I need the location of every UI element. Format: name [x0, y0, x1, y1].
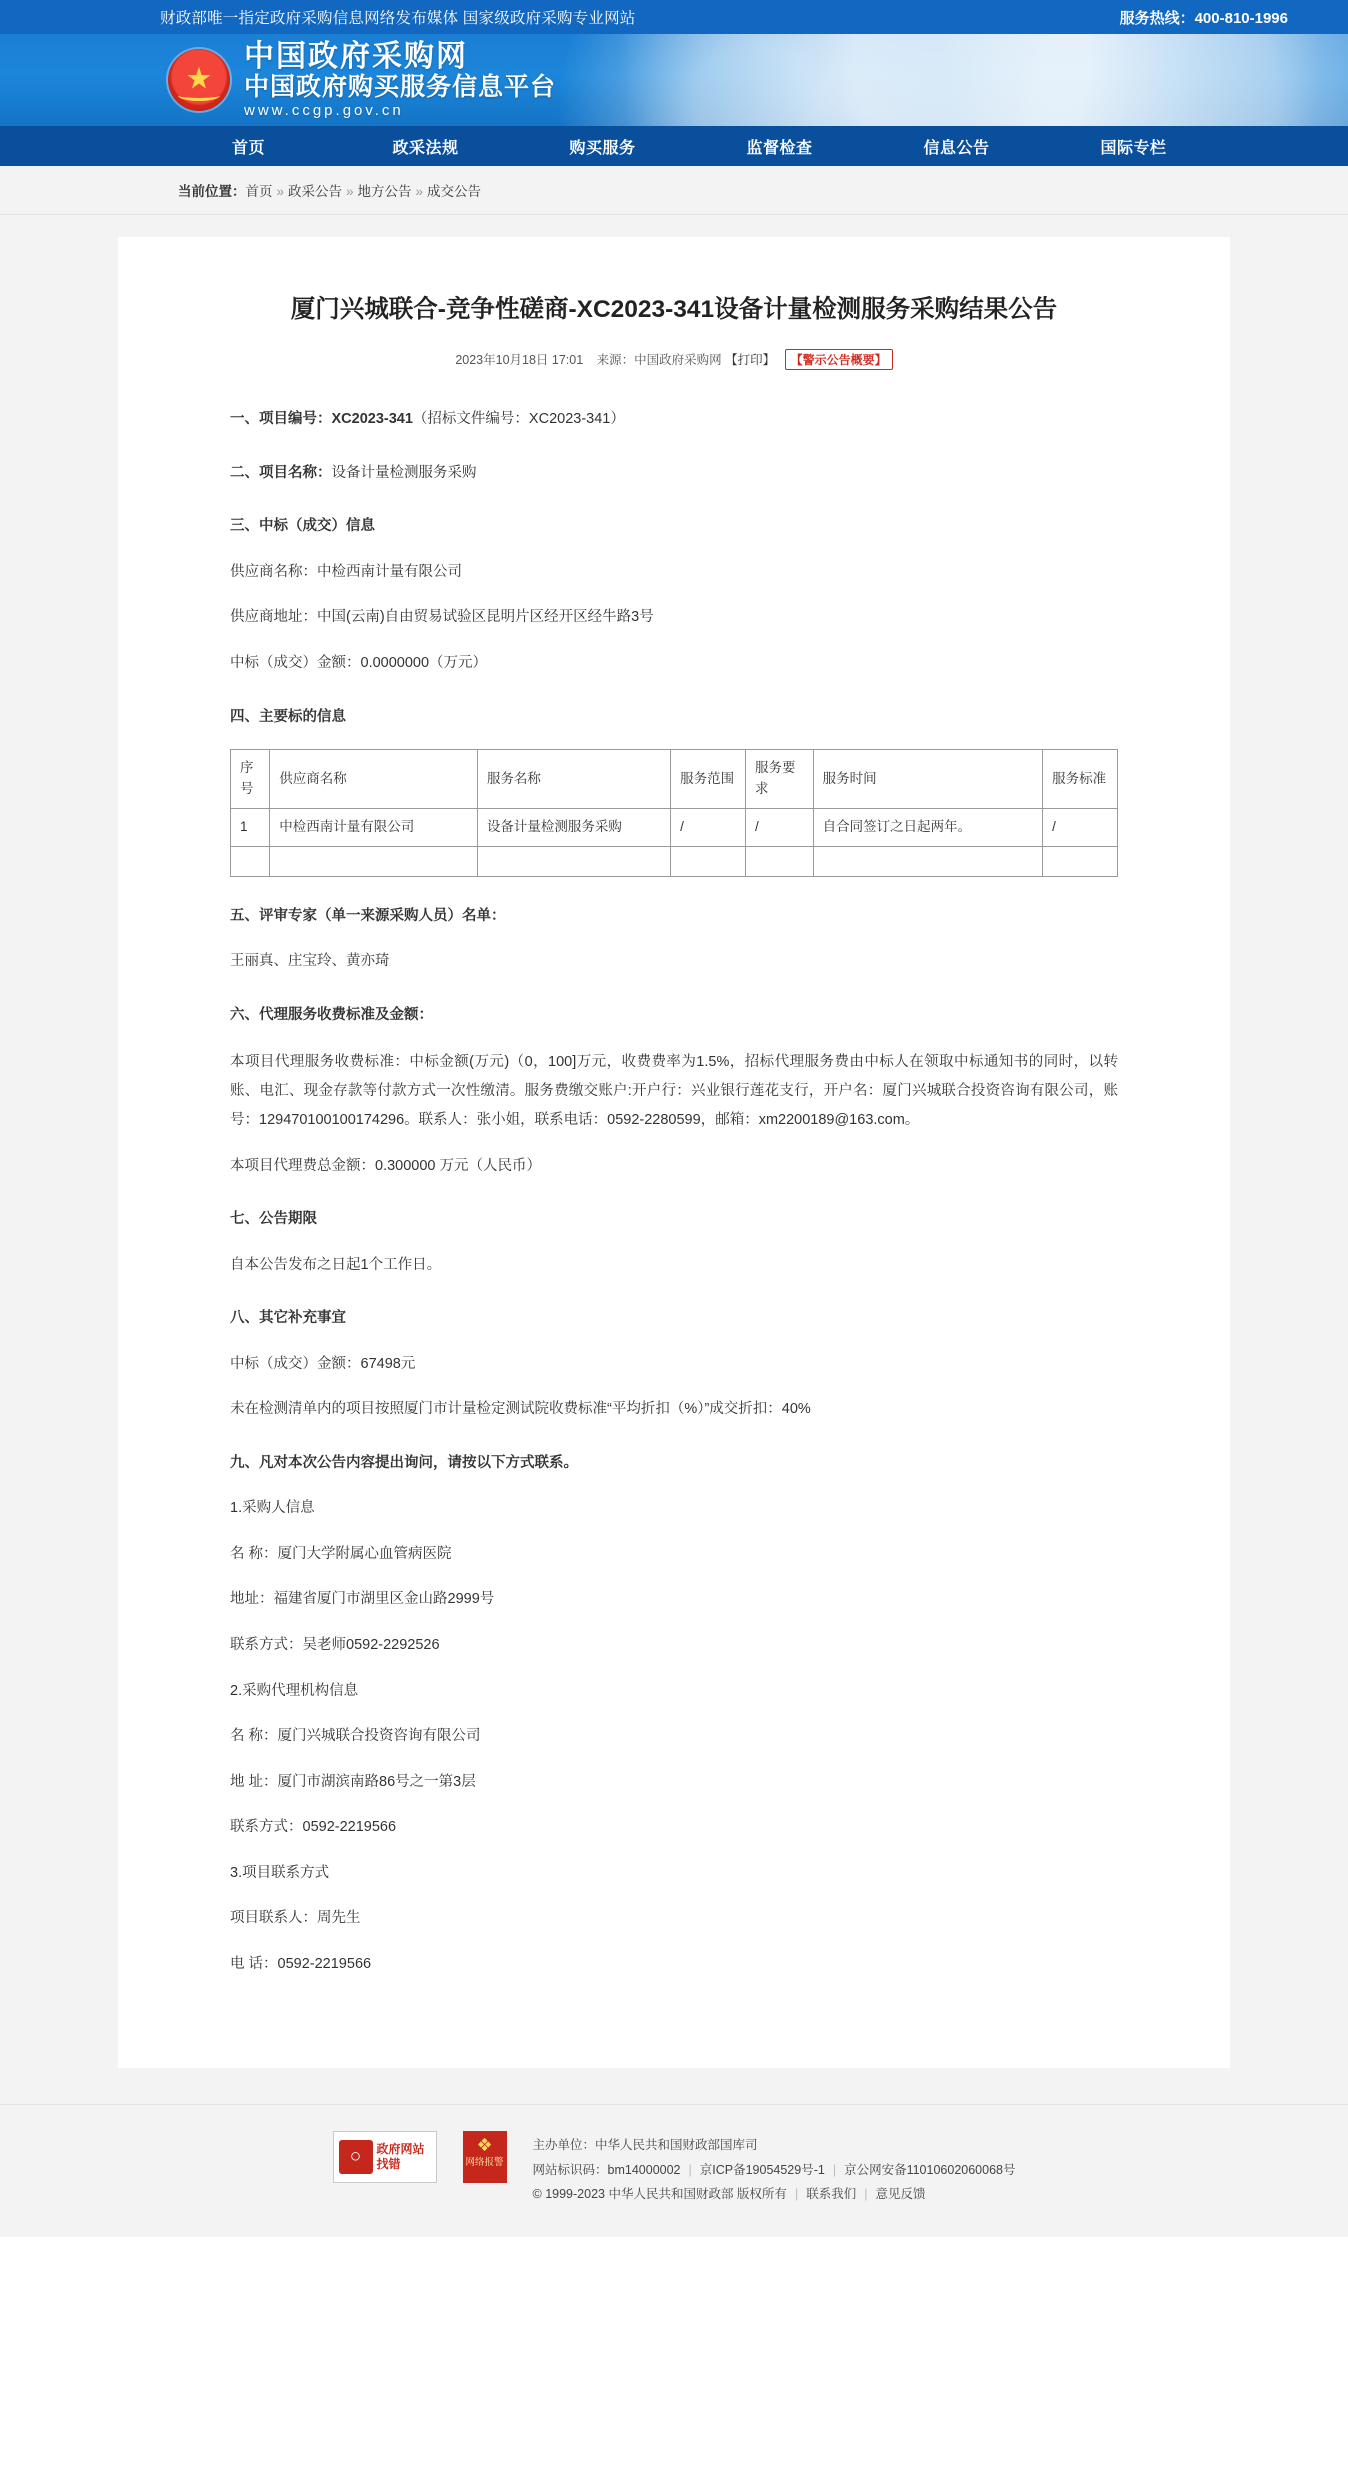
agency-address-label: 地 址：	[230, 1773, 278, 1790]
supplier-name-label: 供应商名称：	[230, 563, 317, 580]
project-contact-title: 3.项目联系方式	[230, 1864, 330, 1881]
purchaser-address-row	[230, 1586, 1118, 1614]
cell-requirement: /	[746, 808, 814, 846]
publish-date: 2023年10月18日 17:01	[455, 353, 584, 368]
nav-supervision[interactable]: 监督检查	[746, 139, 813, 157]
table-col-supplier: 供应商名称	[270, 750, 478, 809]
breadcrumb-separator-2: »	[346, 184, 354, 199]
table-header-row	[231, 750, 1118, 809]
section-7-heading: 七、公告期限	[230, 1211, 317, 1228]
table-col-time: 服务时间	[813, 750, 1042, 809]
project-contact-person-label: 项目联系人：	[230, 1910, 317, 1927]
project-contact-person-row	[230, 1905, 1118, 1933]
supplement-discount: 未在检测清单内的项目按照厦门市计量检定测试院收费标准“平均折扣（%）”成交折扣：40%	[230, 1401, 811, 1418]
breadcrumb-item-notices[interactable]: 政采公告	[288, 184, 343, 199]
notice-period: 自本公告发布之日起1个工作日。	[230, 1256, 442, 1273]
agency-contact-label: 联系方式：	[230, 1819, 303, 1836]
agency-fee-standard: 本项目代理服务收费标准：中标金额(万元)（0，100]万元，收费费率为1.5%，招标代理服务费由中标人在领取中标通知书的同时，以转账、电汇、现金存款等付款方式一次性缴清。服务费缴交账户:开户行：兴业银行莲花支行，开户名：厦门兴城联合投资咨询有限公司，账号：129470100100174296。联系人：张小姐，联系电话：0592-2280599，邮箱：xm2200189@163.com。	[230, 1053, 1118, 1128]
agency-name-value: 厦门兴城联合投资咨询有限公司	[277, 1728, 481, 1745]
footer-divider-4: |	[864, 2187, 868, 2202]
purchaser-contact-value: 吴老师0592-2292526	[302, 1637, 440, 1653]
supplier-address-row	[230, 604, 1118, 632]
source-label: 来源：中国政府采购网	[596, 353, 722, 368]
section-5-heading: 五、评审专家（单一来源采购人员）名单：	[230, 907, 506, 924]
section-8-heading: 八、其它补充事宜	[230, 1310, 346, 1327]
cell-scope	[671, 846, 746, 876]
table-col-standard: 服务标准	[1043, 750, 1118, 809]
purchaser-name-value: 厦门大学附属心血管病医院	[277, 1545, 452, 1562]
purchaser-address-value: 福建省厦门市湖里区金山路2999号	[273, 1591, 495, 1608]
shield-icon: ❖	[476, 2135, 493, 2156]
footer-copyright: © 1999-2023 中华人民共和国财政部 版权所有	[532, 2187, 787, 2202]
table-col-requirement: 服务要求	[746, 750, 814, 809]
purchaser-contact-label: 联系方式：	[230, 1637, 303, 1653]
main-subject-table	[230, 749, 1118, 877]
cell-standard	[1043, 846, 1118, 876]
breadcrumb-separator-3: »	[415, 184, 424, 199]
footer-organizer: 主办单位：中华人民共和国财政部国库司	[532, 2138, 758, 2153]
agency-address-row	[230, 1769, 1118, 1797]
breadcrumb-prefix: 当前位置：	[178, 184, 246, 199]
supplier-address-value: 中国(云南)自由贸易试验区昆明片区经开区经牛路3号	[317, 609, 654, 626]
gov-website-identify-icon[interactable]	[333, 2131, 437, 2183]
award-amount-row	[230, 650, 1118, 678]
document-meta	[188, 349, 1160, 370]
cell-time: 自合同签订之日起两年。	[813, 808, 1042, 846]
agency-name-row	[230, 1723, 1118, 1751]
supplement-amount: 中标（成交）金额：67498元	[230, 1355, 416, 1372]
site-brand[interactable]	[244, 41, 556, 119]
footer-text-block	[533, 2131, 1016, 2206]
page-body	[0, 215, 1348, 2104]
purchaser-name-label: 名 称：	[230, 1545, 278, 1562]
badge-gov-line-2: 找错	[376, 2157, 401, 2172]
site-footer	[0, 2104, 1348, 2236]
project-contact-tel-value: 0592-2219566	[277, 1955, 372, 1972]
project-name: 设备计量检测服务采购	[331, 464, 477, 481]
cell-time	[813, 846, 1042, 876]
breadcrumb[interactable]	[0, 166, 1348, 214]
supplier-address-label: 供应商地址：	[230, 609, 317, 626]
police-network-badge-icon[interactable]	[463, 2131, 507, 2183]
main-navigation[interactable]	[0, 126, 1348, 166]
footer-icp[interactable]: 京ICP备19054529号-1	[699, 2162, 825, 2177]
site-banner	[0, 34, 1348, 126]
table-col-service: 服务名称	[477, 750, 670, 809]
breadcrumb-item-result[interactable]: 成交公告	[427, 184, 482, 199]
brand-line-1: 中国政府采购网	[244, 39, 468, 73]
cell-supplier	[270, 846, 478, 876]
footer-copyright-row	[533, 2182, 1016, 2206]
top-bar	[0, 0, 1348, 34]
section-3-heading: 三、中标（成交）信息	[230, 518, 375, 535]
breadcrumb-item-local[interactable]: 地方公告	[357, 184, 412, 199]
cell-service: 设备计量检测服务采购	[477, 808, 670, 846]
cell-supplier: 中检西南计量有限公司	[270, 808, 478, 846]
supplier-name-row	[230, 559, 1118, 587]
section-2-heading	[230, 460, 1118, 488]
site-slogan: 财政部唯一指定政府采购信息网络发布媒体 国家级政府采购专业网站	[160, 10, 636, 27]
brand-line-2: 中国政府购买服务信息平台	[244, 73, 557, 102]
brand-url: www.ccgp.gov.cn	[244, 102, 404, 120]
breadcrumb-item-home[interactable]: 首页	[245, 184, 273, 199]
nav-purchase-service[interactable]: 购买服务	[569, 139, 636, 157]
project-contact-person-value: 周先生	[317, 1910, 361, 1927]
breadcrumb-separator-1: »	[276, 184, 285, 199]
footer-police-record[interactable]: 京公网安备11010602060068号	[844, 2162, 1016, 2177]
agency-contact-row	[230, 1814, 1118, 1842]
cell-no	[231, 846, 270, 876]
badge-gov-line-1: 政府网站	[376, 2142, 425, 2157]
national-emblem-icon	[168, 49, 230, 111]
section-2-label: 二、项目名称：	[230, 464, 332, 481]
cell-no: 1	[231, 808, 270, 846]
warning-notice-badge[interactable]: 【警示公告概要】	[785, 349, 893, 370]
footer-divider-2: |	[832, 2162, 837, 2177]
section-9-heading: 九、凡对本次公告内容提出询问，请按以下方式联系。	[230, 1454, 578, 1471]
agency-address-value: 厦门市湖滨南路86号之一第3层	[277, 1773, 476, 1790]
agency-contact-value: 0592-2219566	[302, 1819, 397, 1836]
page-title: 厦门兴城联合-竞争性磋商-XC2023-341设备计量检测服务采购结果公告	[290, 296, 1058, 323]
document-paper	[118, 237, 1230, 2068]
table-col-scope: 服务范围	[671, 750, 746, 809]
section-1-heading	[230, 406, 1118, 434]
footer-divider-3: |	[794, 2187, 799, 2202]
cell-service	[477, 846, 670, 876]
service-hotline: 服务热线：400-810-1996	[1119, 9, 1288, 27]
table-row	[231, 846, 1118, 876]
project-code-note: （招标文件编号：XC2023-341）	[412, 411, 625, 428]
section-4-heading: 四、主要标的信息	[230, 708, 346, 725]
purchaser-name-row	[230, 1541, 1118, 1569]
purchaser-info-title: 1.采购人信息	[230, 1500, 315, 1517]
award-amount-value: 0.0000000（万元）	[360, 655, 488, 672]
cell-scope: /	[671, 808, 746, 846]
badge-red-line-1: 网络报警	[465, 2156, 504, 2168]
nav-international[interactable]: 国际专栏	[1100, 139, 1167, 157]
document-content	[230, 406, 1118, 1978]
nav-home[interactable]: 首页	[231, 139, 265, 157]
table-col-no: 序号	[231, 750, 270, 809]
print-button[interactable]: 【打印】	[725, 353, 776, 368]
nav-announcements[interactable]: 信息公告	[923, 139, 990, 157]
cell-requirement	[746, 846, 814, 876]
expert-list: 王丽真、庄宝玲、黄亦琦	[230, 953, 390, 970]
footer-contact-link[interactable]: 联系我们	[806, 2187, 857, 2202]
supplier-name-value: 中检西南计量有限公司	[317, 563, 462, 580]
section-1-label: 一、项目编号：	[230, 411, 332, 428]
agency-fee-total: 本项目代理费总金额：0.300000 万元（人民币）	[230, 1157, 542, 1174]
footer-divider-1: |	[688, 2162, 692, 2177]
table-row	[231, 808, 1118, 846]
award-amount-label: 中标（成交）金额：	[230, 655, 361, 672]
magnifier-icon: ○	[339, 2140, 373, 2174]
footer-feedback-link[interactable]: 意见反馈	[875, 2187, 926, 2202]
purchaser-address-label: 地址：	[230, 1591, 274, 1608]
nav-regulations[interactable]: 政采法规	[392, 139, 459, 157]
breadcrumb-bar	[0, 166, 1348, 215]
purchaser-contact-row	[230, 1632, 1118, 1660]
agency-name-label: 名 称：	[230, 1728, 278, 1745]
agency-info-title: 2.采购代理机构信息	[230, 1682, 359, 1699]
project-contact-tel-row	[230, 1951, 1118, 1979]
project-contact-tel-label: 电 话：	[230, 1955, 278, 1972]
footer-ids	[533, 2158, 1016, 2182]
footer-site-id: 网站标识码：bm14000002	[532, 2162, 681, 2177]
cell-standard: /	[1043, 808, 1118, 846]
section-6-heading: 六、代理服务收费标准及金额：	[230, 1006, 433, 1023]
project-code: XC2023-341	[331, 411, 413, 428]
